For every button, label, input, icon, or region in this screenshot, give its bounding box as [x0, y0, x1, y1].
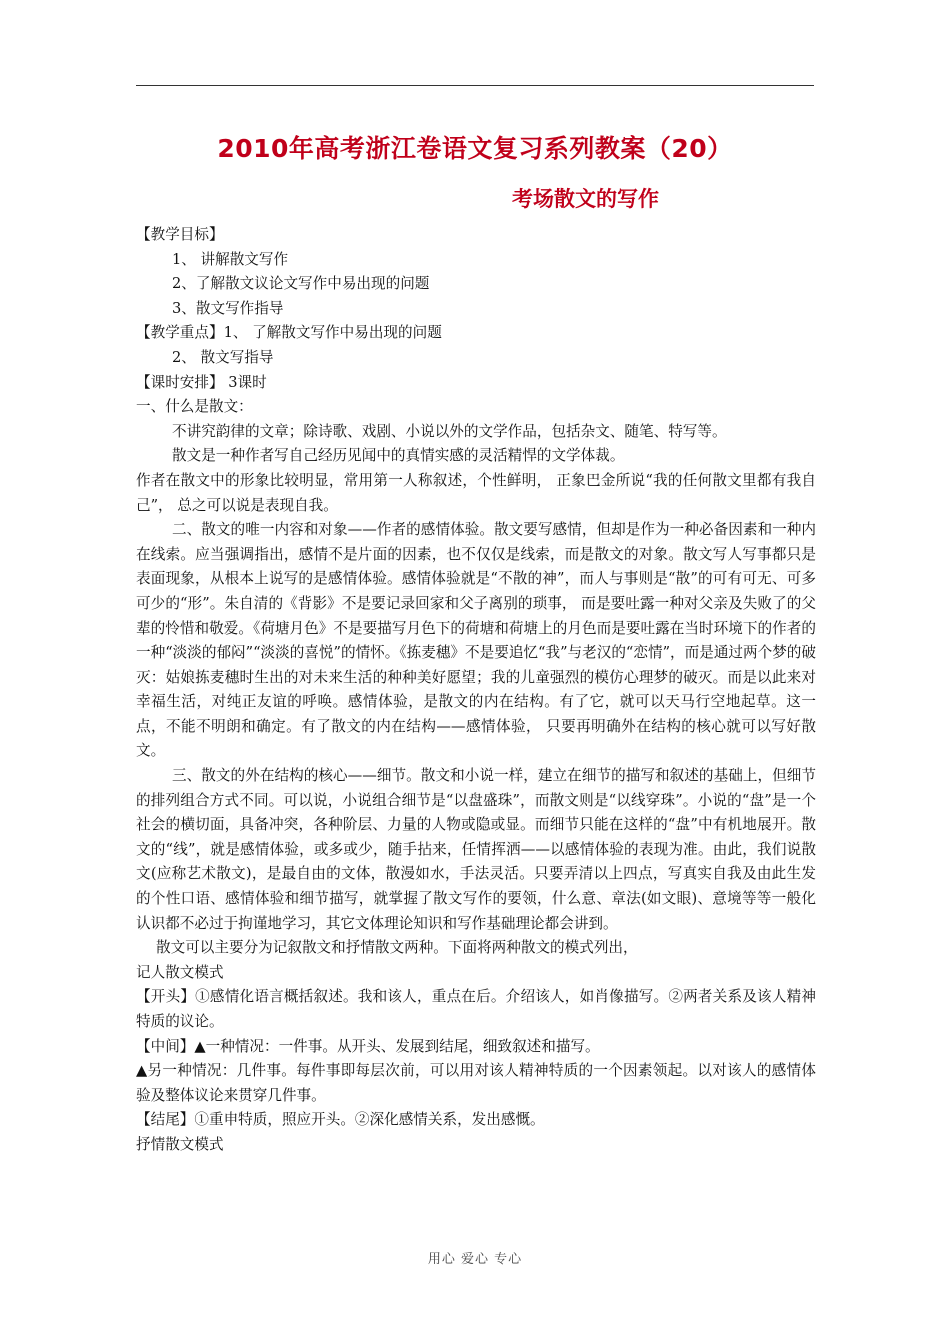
paragraph-genre: 散文是一种作者写自己经历见闻中的真情实感的灵活精悍的文学体裁。: [172, 447, 625, 465]
goal-item-1: 1、 讲解散文写作: [172, 250, 289, 268]
document-title: 2010年高考浙江卷语文复习系列教案（20）: [217, 134, 733, 163]
paragraph-definition: 不讲究韵律的文章；除诗歌、戏剧、小说以外的文学作品，包括杂文、随笔、特写等。: [172, 422, 727, 440]
focus-item-2: 2、 散文写指导: [172, 348, 274, 366]
paragraph-opening: 【开头】①感情化语言概括叙述。我和该人，重点在后。介绍该人，如肖像描写。②两者关系及该人精神特质的议论。: [136, 988, 816, 1030]
header-rule: [136, 85, 814, 86]
goal-item-2: 2、了解散文议论文写作中易出现的问题: [172, 275, 430, 293]
paragraph-section-two: 二、散文的唯一内容和对象——作者的感情体验。散文要写感情，但却是作为一种必备因素和一种内在线索。应当强调指出，感情不是片面的因素，也不仅仅是线索，而是散文的对象。散文写人写事都只是表面现象，从根本上说写的是感情体验。感情体验就是“不散的神”，而人与事则是“散”的可有可无、可多可少的“形”。朱自清的《背影》不是要记录回家和父子离别的琐事， 而是要吐露一种对父亲及失败了的父辈的怜惜和敬爱。《荷塘月色》不是要描写月色下的荷塘和荷塘上的月色而是要吐露在当时环境下的作者的一种“淡淡的郁闷”“淡淡的喜悦”的情怀。《拣麦穗》不是要追忆“我”与老汉的“恋情”，而是通过两个梦的破灭：姑娘拣麦穗时生出的对未来生活的种种美好愿望；我的儿童强烈的模仿心理梦的破灭。而是以此来对幸福生活，对纯正友谊的呼唤。感情体验，是散文的内在结构。有了它，就可以天马行空地起草。这一点，不能不明朗和确定。有了散文的内在结构——感情体验， 只要再明确外在结构的核心就可以写好散文。: [136, 521, 816, 760]
paragraph-middle-alt: ▲另一种情况：几件事。每件事即每层次前，可以用对该人精神特质的一个因素领起。以对该人的感情体验及整体议论来贯穿几件事。: [136, 1062, 816, 1104]
paragraph-section-three: 三、散文的外在结构的核心——细节。散文和小说一样，建立在细节的描写和叙述的基础上，但细节的排列组合方式不同。可以说，小说组合细节是“以盘盛珠”，而散文则是“以线穿珠”。小说的“盘”是一个社会的横切面，具备冲突，各种阶层、力量的人物或隐或显。而细节只能在这样的“盘”中有机地展开。散文的“线”，就是感情体验，或多或少，随手拈来，任情挥洒——以感情体验的表现为准。由此，我们说散文(应称艺术散文)，是最自由的文体，散漫如水，手法灵活。只要弄清以上四点，写真实自我及由此生发的个性口语、感情体验和细节描写，就掌握了散文写作的要领，什么意、章法(如文眼)、意境等等一般化认识都不必过于拘谨地学习，其它文体理论知识和写作基础理论都会讲到。: [136, 767, 816, 932]
page-footer: 用心 爱心 专心: [427, 1252, 523, 1267]
paragraph-author-image: 作者在散文中的形象比较明显，常用第一人称叙述，个性鲜明， 正象巴金所说“我的任何散文里都有我自己”， 总之可以说是表现自我。: [136, 471, 816, 514]
section-heading-goals: 【教学目标】: [136, 226, 224, 243]
document-subtitle: 考场散文的写作: [512, 187, 659, 211]
section-heading-what-is-prose: 一、什么是散文：: [136, 398, 253, 416]
heading-lyric-model: 抒情散文模式: [136, 1135, 224, 1153]
paragraph-prose-types: 散文可以主要分为记叙散文和抒情散文两种。下面将两种散文的模式列出，: [156, 939, 638, 957]
paragraph-middle: 【中间】▲一种情况：一件事。从开头、发展到结尾，细致叙述和描写。: [136, 1037, 600, 1055]
paragraph-ending: 【结尾】①重申特质，照应开头。②深化感情关系，发出感慨。: [136, 1111, 545, 1129]
section-heading-schedule: 【课时安排】 3课时: [136, 373, 267, 391]
goal-item-3: 3、散文写作指导: [172, 299, 284, 317]
section-heading-focus: 【教学重点】1、 了解散文写作中易出现的问题: [136, 324, 442, 342]
heading-narrative-model: 记人散文模式: [136, 963, 224, 981]
document-body: [136, 223, 816, 1158]
